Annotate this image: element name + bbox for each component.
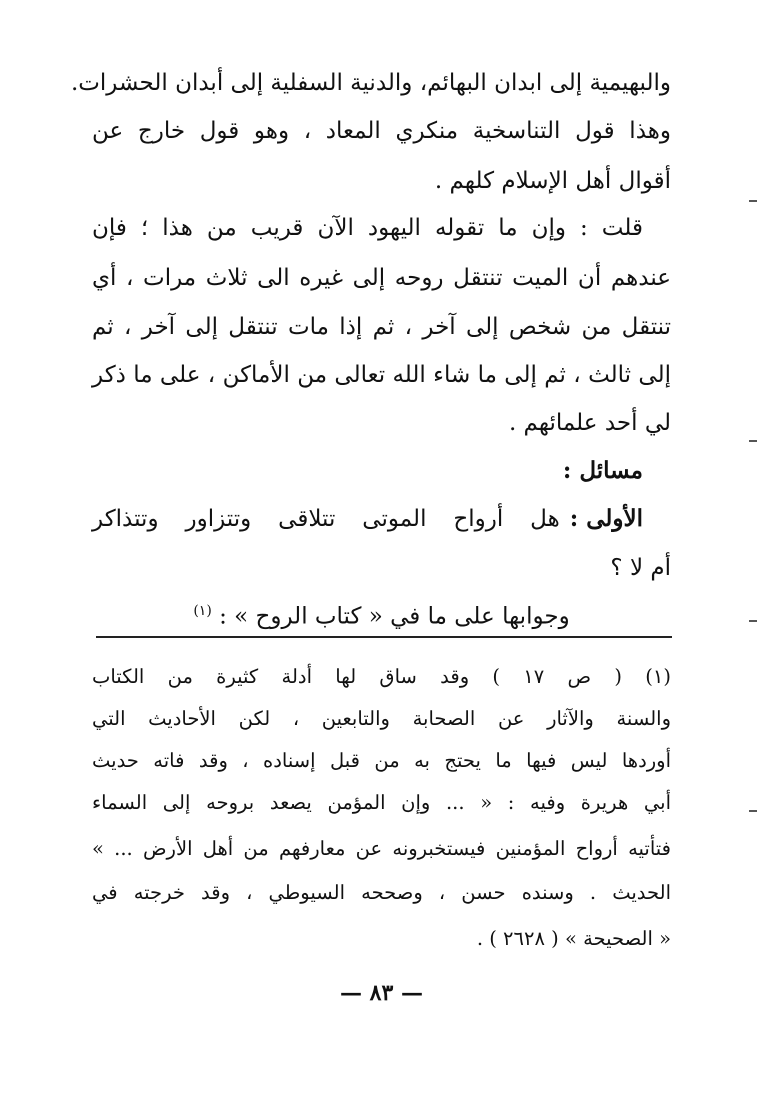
scan-mark (749, 810, 757, 812)
footnote-line-1: (١) ( ص ١٧ ) وقد ساق لها أدلة كثيرة من الكتاب (92, 665, 671, 688)
footnote-line-4: أبي هريرة وفيه : « ... وإن المؤمن يصعد بروحه إلى السماء (92, 791, 671, 814)
body-line-6: تنتقل من شخص إلى آخر ، ثم إذا مات تنتقل إلى آخر ، ثم (92, 314, 671, 340)
body-line-4: قلت : وإن ما تقوله اليهود الآن قريب من هذا ؛ فإن (92, 215, 643, 241)
first-question-text: هل أرواح الموتى تتلاقى وتتزاور وتتذاكر (92, 506, 560, 532)
footnote-reference: (١) (193, 603, 212, 619)
first-question-label: الأولى : (569, 505, 643, 532)
body-line-7: إلى ثالث ، ثم إلى ما شاء الله تعالى من الأماكن ، على ما ذكر (92, 362, 671, 388)
page-number: — ٨٣ — (340, 980, 423, 1006)
scan-mark (749, 200, 757, 202)
footnote-line-2: والسنة والآثار عن الصحابة والتابعين ، لكن الأحاديث التي (92, 707, 671, 730)
footnote-line-6: الحديث . وسنده حسن ، وصححه السيوطي ، وقد خرجته في (92, 881, 671, 904)
answer-text: وجوابها على ما في « كتاب الروح » : (219, 603, 570, 630)
masail-heading: مسائل : (562, 457, 643, 484)
footnote-line-5: فتأتيه أرواح المؤمنين فيستخبرونه عن معارفهم من أهل الأرض ... » (92, 837, 671, 860)
footnote-line-3: أوردها ليس فيها ما يحتج به من قبل إسناده ، وقد فاته حديث (92, 749, 671, 772)
scan-mark (749, 440, 757, 442)
footnote-line-7: « الصحيحة » ( ٢٦٢٨ ) . (476, 927, 671, 950)
body-line-3: أقوال أهل الإسلام كلهم . (434, 168, 671, 194)
body-line-8: لي أحد علمائهم . (508, 410, 671, 436)
answer-line (92, 596, 671, 632)
first-question-end: أم لا ؟ (610, 555, 671, 581)
body-line-2: وهذا قول التناسخية منكري المعاد ، وهو قول خارج عن (92, 118, 671, 144)
body-line-1: والبهيمية إلى ابدان البهائم، والدنية السفلية إلى أبدان الحشرات. (70, 70, 671, 96)
scan-mark (749, 620, 757, 622)
first-question-line (92, 504, 671, 534)
footnote-separator (96, 636, 672, 638)
body-line-5: عندهم أن الميت تنتقل روحه إلى غيره الى ثلاث مرات ، أي (92, 265, 671, 291)
